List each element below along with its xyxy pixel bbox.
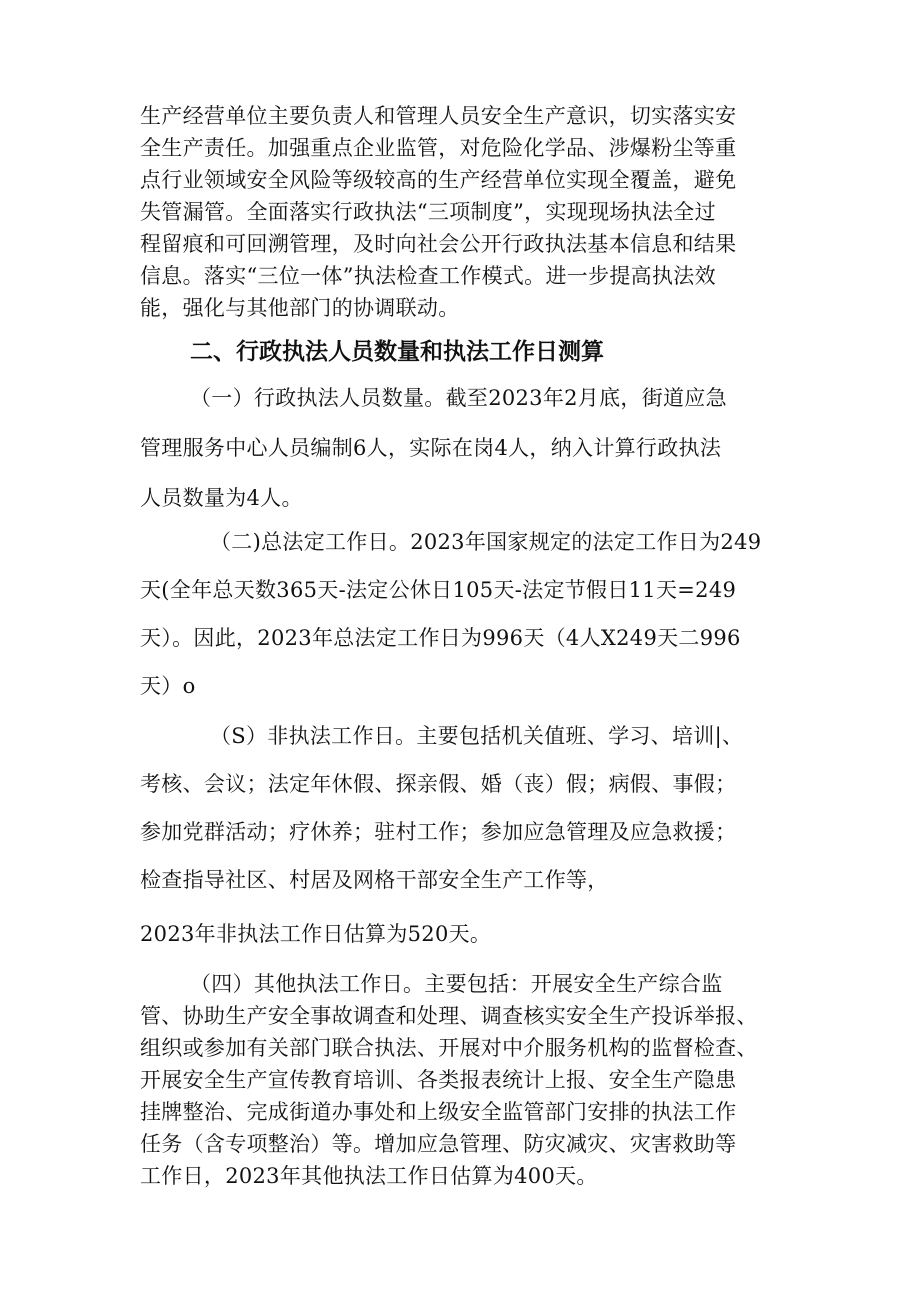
section2-line: 天）。因此，2023年总法定工作日为996天（4人X249天二996 (140, 626, 741, 650)
section-heading: 二、行政执法人员数量和执法工作日测算 (190, 339, 604, 365)
section1-line: 人员数量为4人。 (140, 486, 303, 510)
section4-line: 开展安全生产宣传教育培训、各类报表统计上报、安全生产隐患 (140, 1068, 737, 1092)
section4-line: 挂牌整治、完成街道办事处和上级安全监管部门安排的执法工作 (140, 1100, 737, 1124)
section4-line: 工作日，2023年其他执法工作日估算为400天。 (140, 1164, 598, 1188)
section3-line: 考核、会议；法定年休假、探亲假、婚（丧）假；病假、事假； (140, 772, 737, 796)
section4-line: 任务（含专项整治）等。增加应急管理、防灾减灾、灾害救助等 (140, 1132, 737, 1156)
section4-line: 管、协助生产安全事故调查和处理、调查核实安全生产投诉举报、 (140, 1004, 758, 1028)
section3-line: （S）非执法工作日。主要包括机关值班、学习、培训|、 (210, 724, 744, 748)
para1-line: 点行业领域安全风险等级较高的生产经营单位实现全覆盖，避免 (140, 168, 737, 192)
section1-line: 管理服务中心人员编制6人，实际在岗4人，纳入计算行政执法 (140, 436, 722, 460)
para1-line: 信息。落实“三位一体”执法检查工作模式。进一步提高执法效 (140, 264, 716, 288)
section2-line: 天(全年总天数365天-法定公休日105天-法定节假日11天=249 (140, 578, 737, 602)
section3-line: 2023年非执法工作日估算为520天。 (140, 922, 492, 946)
section4-line: （四）其他执法工作日。主要包括：开展安全生产综合监 (190, 972, 723, 996)
para1-line: 生产经营单位主要负责人和管理人员安全生产意识，切实落实安 (140, 104, 737, 128)
para1-line: 失管漏管。全面落实行政执法“三项制度”，实现现场执法全过 (140, 200, 716, 224)
section4-line: 组织或参加有关部门联合执法、开展对中介服务机构的监督检查、 (140, 1036, 758, 1060)
para1-line: 全生产责任。加强重点企业监管，对危险化学品、涉爆粉尘等重 (140, 136, 737, 160)
section3-line: 参加党群活动；疗休养；驻村工作；参加应急管理及应急救援； (140, 820, 737, 844)
section3-line: 检查指导社区、村居及网格干部安全生产工作等， (140, 868, 609, 892)
para1-line: 能，强化与其他部门的协调联动。 (140, 296, 460, 320)
section1-line: （一）行政执法人员数量。截至2023年2月底，街道应急 (190, 386, 727, 410)
section2-line: （二)总法定工作日。2023年国家规定的法定工作日为249 (210, 530, 762, 554)
section2-line: 天）o (140, 674, 196, 698)
para1-line: 程留痕和可回溯管理，及时向社会公开行政执法基本信息和结果 (140, 232, 737, 256)
